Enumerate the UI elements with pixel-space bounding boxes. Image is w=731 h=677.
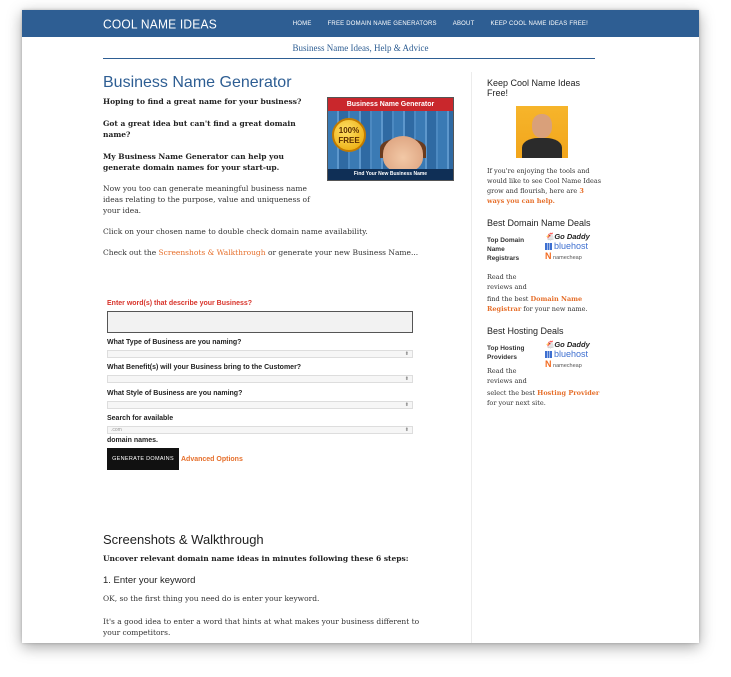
intro-paragraph-2: Click on your chosen name to double check domain name availability. bbox=[103, 227, 368, 236]
advanced-options-link[interactable]: Advanced Options bbox=[181, 455, 243, 463]
domain-logos bbox=[545, 232, 590, 261]
domain-registrar-link[interactable]: Domain Name Registrar bbox=[487, 295, 583, 313]
namecheap-logo[interactable] bbox=[545, 251, 590, 261]
avatar-head-shape bbox=[532, 114, 552, 138]
ways-to-help-link[interactable]: 3 ways you can help. bbox=[487, 187, 584, 205]
seal-bottom-text: FREE bbox=[338, 136, 360, 145]
menu-item-about[interactable]: ABOUT bbox=[452, 20, 475, 27]
site-brand[interactable]: COOL NAME IDEAS bbox=[103, 15, 217, 32]
godaddy-logo[interactable]: 🐔Go Daddy bbox=[545, 232, 590, 241]
business-type-select[interactable] bbox=[107, 350, 413, 358]
tld-select[interactable] bbox=[107, 426, 413, 434]
para3-suffix: or generate your new Business Name... bbox=[265, 248, 419, 257]
banner-footer: Find Your New Business Name bbox=[328, 169, 453, 180]
domains-find-suffix: for your new name. bbox=[521, 305, 588, 313]
namecheap-n-icon: N bbox=[545, 251, 552, 261]
main-menu bbox=[293, 10, 588, 37]
intro-line-2: Got a great idea but can't find a great domain name? bbox=[103, 119, 296, 139]
keywords-input[interactable] bbox=[107, 311, 413, 333]
namecheap-n-icon: N bbox=[545, 359, 552, 369]
business-benefit-label: What Benefit(s) will your Business bring to the Customer? bbox=[107, 364, 302, 371]
business-style-label: What Style of Business are you naming? bbox=[107, 390, 243, 397]
top-navigation bbox=[22, 10, 699, 37]
menu-item-free-generators[interactable]: FREE DOMAIN NAME GENERATORS bbox=[327, 20, 437, 27]
site-tagline: Business Name Ideas, Help & Advice bbox=[292, 43, 429, 53]
namecheap-logo-text: namecheap bbox=[553, 363, 582, 369]
search-available-label: Search for available bbox=[107, 415, 174, 422]
walkthrough-lead: Uncover relevant domain name ideas in minutes following these 6 steps: bbox=[103, 554, 409, 563]
free-seal-icon bbox=[332, 118, 366, 152]
domains-read-reviews: Read the reviews and bbox=[487, 273, 527, 291]
bluehost-logo[interactable] bbox=[545, 241, 590, 251]
select-arrow-icon: ⬍ bbox=[404, 402, 409, 408]
screenshots-walkthrough-link[interactable]: Screenshots & Walkthrough bbox=[158, 248, 266, 257]
sidebar-divider bbox=[471, 72, 472, 643]
free-text-body: If you're enjoying the tools and would like to see Cool Name Ideas grow and flourish, here are bbox=[487, 167, 602, 195]
keywords-label: Enter word(s) that describe your Business? bbox=[107, 300, 253, 307]
bluehost-logo-text: bluehost bbox=[554, 349, 589, 359]
sidebar-hosting-title: Best Hosting Deals bbox=[487, 326, 564, 336]
para3-prefix: Check out the bbox=[103, 248, 159, 257]
select-arrow-icon: ⬍ bbox=[404, 427, 409, 433]
sidebar-domains-title: Best Domain Name Deals bbox=[487, 218, 591, 228]
namecheap-logo-text: namecheap bbox=[553, 255, 582, 261]
banner-heading: Business Name Generator bbox=[328, 98, 453, 111]
hosting-logos bbox=[545, 340, 590, 369]
tld-select-value: .com bbox=[111, 427, 122, 433]
walkthrough-heading: Screenshots & Walkthrough bbox=[103, 532, 264, 547]
intro-paragraph-3 bbox=[103, 247, 463, 258]
select-arrow-icon: ⬍ bbox=[404, 376, 409, 382]
domain-registrars-subtitle: Top Domain Name Registrars bbox=[487, 237, 525, 262]
walkthrough-section bbox=[103, 532, 463, 638]
hosting-select-prefix: select the best bbox=[487, 389, 538, 397]
bluehost-grid-icon bbox=[545, 243, 552, 250]
browser-page bbox=[22, 10, 699, 643]
author-avatar bbox=[516, 106, 568, 158]
page-title: Business Name Generator bbox=[103, 74, 292, 91]
godaddy-logo-text: Go Daddy bbox=[554, 340, 590, 349]
tagline-divider bbox=[103, 58, 595, 59]
main-content bbox=[103, 72, 463, 637]
hosting-providers-subtitle: Top Hosting Providers bbox=[487, 345, 525, 361]
hosting-select-text bbox=[487, 388, 602, 408]
generate-domains-button[interactable]: GENERATE DOMAINS bbox=[107, 448, 179, 470]
banner-face-shape bbox=[383, 136, 423, 172]
business-type-label: What Type of Business are you naming? bbox=[107, 339, 242, 346]
menu-item-keep-free[interactable]: KEEP COOL NAME IDEAS FREE! bbox=[490, 20, 588, 27]
business-benefit-select[interactable] bbox=[107, 375, 413, 383]
menu-item-home[interactable]: HOME bbox=[292, 20, 312, 27]
hosting-read-reviews: Read the reviews and bbox=[487, 367, 527, 385]
step-1-paragraph-1: OK, so the first thing you need do is enter your keyword. bbox=[103, 594, 320, 603]
hosting-deals-block bbox=[487, 340, 602, 388]
business-style-select[interactable] bbox=[107, 401, 413, 409]
godaddy-logo-text: Go Daddy bbox=[554, 232, 590, 241]
select-arrow-icon: ⬍ bbox=[404, 351, 409, 357]
step-1-heading: 1. Enter your keyword bbox=[103, 575, 196, 586]
seal-top-text: 100% bbox=[338, 126, 360, 135]
intro-line-3: My Business Name Generator can help you generate domain names for your start-up. bbox=[103, 152, 284, 172]
domain-names-label: domain names. bbox=[107, 437, 158, 444]
step-1-paragraph-2: It's a good idea to enter a word that hints at what makes your business different to your competitors. bbox=[103, 617, 420, 637]
hosting-select-suffix: for your next site. bbox=[487, 399, 546, 407]
hosting-provider-link[interactable]: Hosting Provider bbox=[537, 389, 600, 397]
bluehost-logo[interactable] bbox=[545, 349, 590, 359]
domains-find-text bbox=[487, 294, 602, 314]
business-name-generator-banner bbox=[327, 97, 454, 181]
intro-paragraph-1: Now you too can generate meaningful business name ideas relating to the purpose, value and uniqueness of your idea. bbox=[103, 184, 310, 215]
godaddy-logo[interactable]: 🐔Go Daddy bbox=[545, 340, 590, 349]
bluehost-grid-icon bbox=[545, 351, 552, 358]
generator-form bbox=[107, 300, 417, 470]
avatar-body-shape bbox=[522, 138, 562, 158]
namecheap-logo[interactable] bbox=[545, 359, 590, 369]
bluehost-logo-text: bluehost bbox=[554, 241, 589, 251]
domain-deals-block bbox=[487, 232, 602, 296]
sidebar-free-title: Keep Cool Name Ideas Free! bbox=[487, 78, 581, 98]
sidebar-free-text bbox=[487, 166, 602, 206]
intro-line-1: Hoping to find a great name for your business? bbox=[103, 97, 302, 106]
domains-find-prefix: find the best bbox=[487, 295, 531, 303]
sidebar bbox=[487, 72, 602, 408]
